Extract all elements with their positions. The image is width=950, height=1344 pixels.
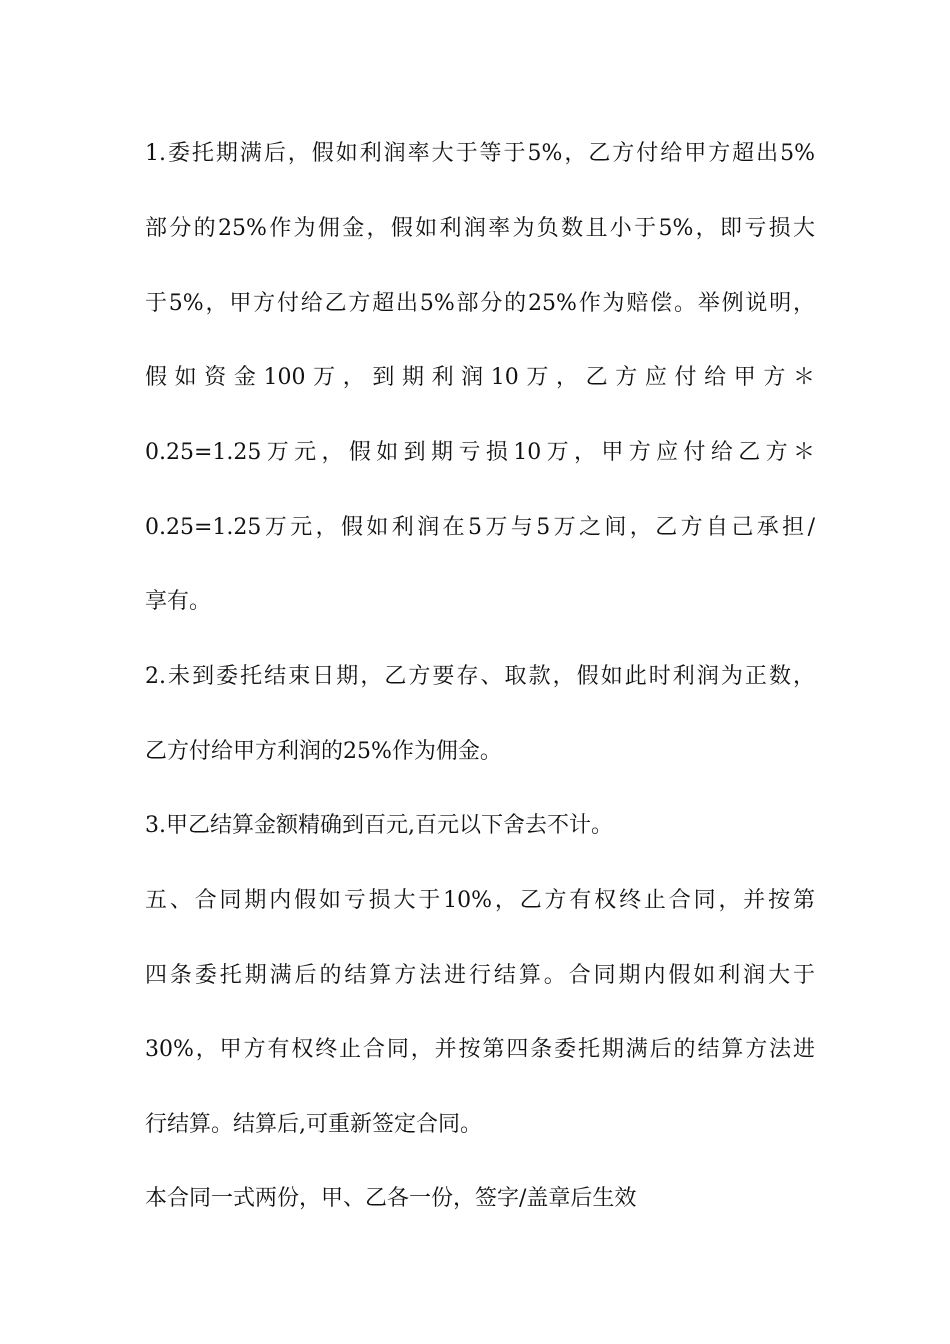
text-line: 享有。 bbox=[145, 589, 212, 614]
text-line: 0.25=1.25万元，假如利润在5万与5万之间，乙方自己承担/ bbox=[145, 515, 815, 540]
text-line: 2.未到委托结束日期，乙方要存、取款，假如此时利润为正数， bbox=[145, 664, 815, 689]
text-line: 乙方付给甲方利润的25%作为佣金。 bbox=[145, 739, 502, 764]
text-line: 部分的25%作为佣金，假如利润率为负数且小于5%，即亏损大 bbox=[145, 216, 815, 241]
text-line: 行结算。结算后,可重新签定合同。 bbox=[145, 1112, 482, 1137]
text-line: 30%，甲方有权终止合同，并按第四条委托期满后的结算方法进 bbox=[145, 1037, 815, 1062]
text-line: 1.委托期满后，假如利润率大于等于5%，乙方付给甲方超出5% bbox=[145, 141, 815, 166]
text-line: 假如资金100万，到期利润10万，乙方应付给甲方＊ bbox=[145, 365, 815, 390]
text-line: 四条委托期满后的结算方法进行结算。合同期内假如利润大于 bbox=[145, 963, 815, 988]
text-line: 于5%，甲方付给乙方超出5%部分的25%作为赔偿。举例说明， bbox=[145, 291, 815, 316]
text-line: 本合同一式两份，甲、乙各一份，签字/盖章后生效 bbox=[145, 1186, 637, 1211]
text-line: 3.甲乙结算金额精确到百元,百元以下舍去不计。 bbox=[145, 813, 613, 838]
text-line: 0.25=1.25万元，假如到期亏损10万，甲方应付给乙方＊ bbox=[145, 440, 815, 465]
text-line: 五、合同期内假如亏损大于10%，乙方有权终止合同，并按第 bbox=[145, 888, 815, 913]
